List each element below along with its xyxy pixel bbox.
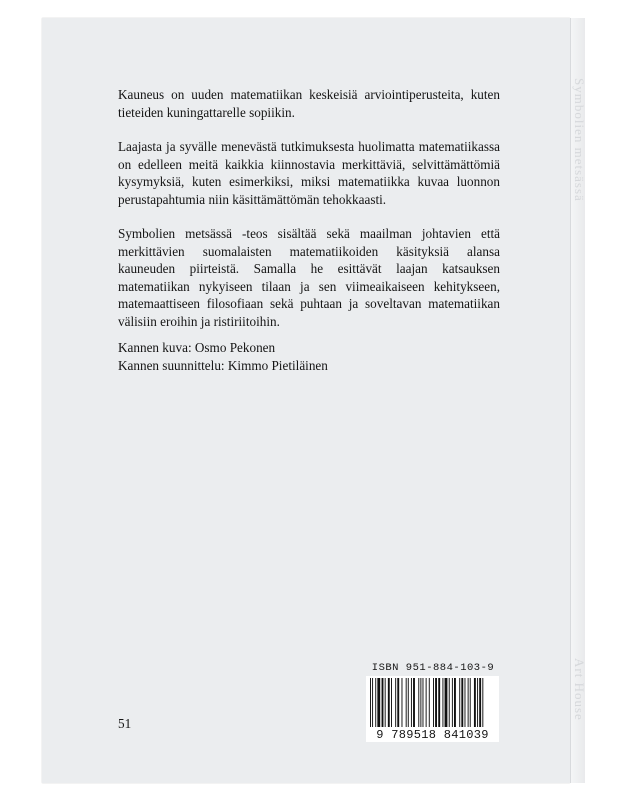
spine-title: Symbolien metsässä — [572, 78, 587, 202]
cover-image-credit: Kannen kuva: Osmo Pekonen — [118, 340, 276, 355]
blurb-paragraph-2: Laajasta ja syvälle menevästä tutkimuksesta huolimatta matematiikassa on edelleen meitä kaikkia kiinnostavia merkittäviä, selvittämättömiä kysymyksiä, kuten esimerkiksi, miksi matematiikka kuvaa luonnon perustapahtumia niin käsittämättömän tehokkaasti. — [118, 139, 500, 207]
cover-design-credit: Kannen suunnittelu: Kimmo Pietiläinen — [118, 357, 328, 373]
price-code: 51 — [118, 716, 132, 731]
blurb-text — [118, 86, 500, 347]
barcode-panel — [366, 676, 499, 742]
cover-credits — [118, 339, 500, 374]
spine-publisher: Art House — [572, 658, 587, 721]
barcode-digits: 9 789518 841039 — [376, 728, 489, 742]
blurb-paragraph-1: Kauneus on uuden matematiikan keskeisiä arviointiperusteita, kuten tieteiden kuningattarelle sopiikin. — [118, 87, 500, 120]
blurb-paragraph-3: Symbolien metsässä -teos sisältää sekä maailman johtavien että merkittävien suomalaisten matematiikoiden käsityksiä alansa kauneuden piirteistä. Samalla he esittävät laajan katsauksen matematiikan nykyiseen tilaan ja sen viimeaikaiseen kehitykseen, matemaattiseen filosofiaan sekä puhtaan ja soveltavan matematiikan välisiin eroihin ja ristiriitoihin. — [118, 226, 500, 329]
isbn-label: ISBN 951-884-103-9 — [371, 662, 495, 674]
book-spine — [570, 18, 585, 783]
barcode-icon — [370, 678, 495, 727]
